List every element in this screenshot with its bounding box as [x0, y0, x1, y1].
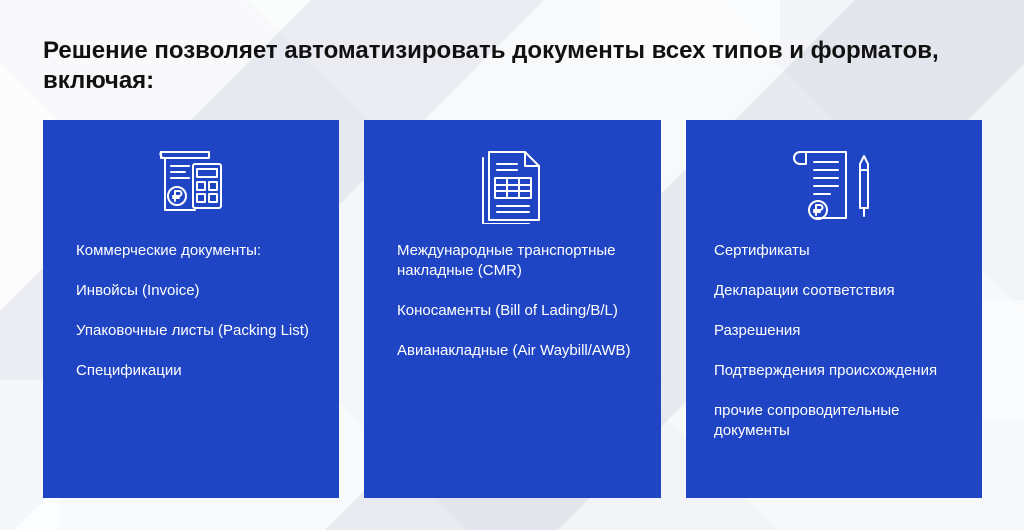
page-heading: Решение позволяет автоматизировать документы всех типов и форматов, включая:: [43, 37, 939, 94]
list-item: Авианакладные (Air Waybill/AWB): [397, 342, 631, 359]
list-item: прочие сопроводительные документы: [714, 402, 900, 439]
card-list: [714, 241, 964, 461]
document-table-icon: [477, 144, 549, 224]
list-item: Коммерческие документы:: [76, 242, 262, 259]
list-item: Разрешения: [714, 322, 801, 339]
list-item: Упаковочные листы (Packing List): [76, 322, 309, 339]
card-list: [76, 241, 321, 401]
list-item: Подтверждения происхождения: [714, 362, 938, 379]
list-item: Инвойсы (Invoice): [76, 282, 200, 299]
card-list: [397, 241, 643, 381]
card-certificates: [686, 120, 982, 498]
invoice-calculator-icon: [155, 144, 227, 216]
list-item: Декларации соответствия: [714, 282, 895, 299]
list-item: Коносаменты (Bill of Lading/B/L): [397, 302, 618, 319]
card-commercial-documents: [43, 120, 339, 498]
contract-pen-icon: [790, 144, 880, 224]
list-item: Сертификаты: [714, 242, 810, 259]
list-item: Спецификации: [76, 362, 182, 379]
card-transport-documents: [364, 120, 661, 498]
list-item: Международные транспортные накладные (CMR): [397, 242, 616, 279]
